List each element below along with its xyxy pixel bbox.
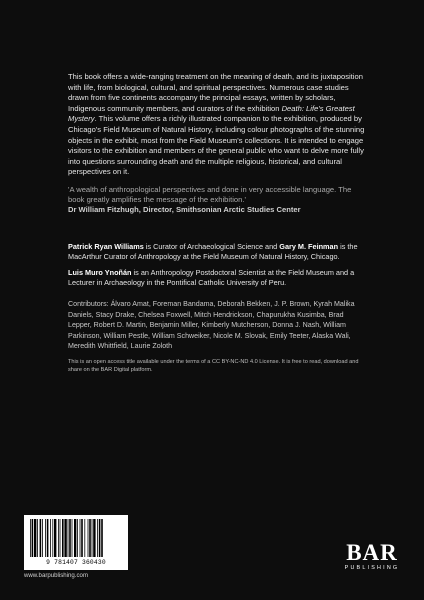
endorsement-quote: 'A wealth of anthropological perspectives and done in very accessible language. The book greatly amplifies the message of the exhibition.' [68, 184, 352, 205]
description-text-continued: . This volume offers a richly illustrated companion to the exhibition, produced by Chicago's Field Museum of Natural History, including colour photographs of the stunning objects in the exhibit, most from the Field Museum's collections. It is intended to engage visitors to the exhibition and members of the general public who want to delve more fully into questions surrounding death and the multiple religious, historical, and cultural perspectives on it. [68, 114, 365, 177]
logo-wordmark: BAR [346, 540, 398, 565]
barcode-bar [81, 519, 83, 557]
back-cover-text [68, 72, 368, 375]
editor-bio-text: is the MacArthur Curator of Anthropology at the Field Museum of Natural History, Chicago. [68, 241, 358, 261]
barcode-bar [50, 519, 51, 557]
barcode-bar [45, 519, 46, 557]
barcode-bar [60, 519, 61, 557]
contributors-list: Contributors: Álvaro Amat, Foreman Bandama, Deborah Bekken, J. P. Brown, Kyrah Malika Daniels, Stacy Drake, Chelsea Foxwell, Mitch Hendrickson, Chapurukha Kusimba, Brad Lepper, Robert D. Martin, Benjamin Miller, Kimberly Mutcherson, Donna J. Nash, William Parkinson, William Pestle, William Schweiker, Nicole M. Slovak, Emily Teeter, Alaska Wali, Meredith Whittfield, Laurie Zoloth [68, 300, 355, 350]
barcode-bar [58, 519, 59, 557]
barcode-bar [89, 519, 91, 557]
isbn-number: 9 781407 360430 [46, 559, 106, 566]
barcode-bar [72, 519, 73, 557]
barcode-bar [47, 519, 49, 557]
barcode-bar [68, 519, 69, 557]
editor-bio-2 [68, 268, 368, 288]
exhibition-title: Death: Life's Greatest Mystery [68, 103, 355, 124]
barcode-bar [99, 519, 101, 557]
barcode-bar [74, 519, 76, 557]
barcode-bar [69, 519, 71, 557]
barcode-bars [28, 519, 124, 559]
endorsement-author: Dr William Fitzhugh, Director, Smithsonian Arctic Studies Center [68, 205, 301, 215]
barcode-bar [62, 519, 64, 557]
barcode-bar [92, 519, 93, 557]
barcode-bar [40, 519, 42, 557]
isbn-barcode [24, 515, 128, 570]
barcode-bar [32, 519, 34, 557]
barcode-bar [80, 519, 81, 557]
book-description [68, 72, 368, 178]
barcode-bar [30, 519, 31, 557]
editor-name: Patrick Ryan Williams [68, 241, 144, 251]
barcode-bar [101, 519, 103, 557]
bar-publishing-logo [340, 542, 404, 571]
editor-bio-text: is an Anthropology Postdoctoral Scientist at the Field Museum and a Lecturer in Archaeology in the Pontifical Catholic University of Peru. [68, 267, 355, 288]
barcode-bar [88, 519, 89, 557]
editor-bio-1 [68, 242, 368, 262]
barcode-bar [84, 519, 85, 557]
editor-name: Luis Muro Ynoñán [68, 267, 132, 277]
description-text: This book offers a wide-ranging treatment on the meaning of death, and its juxtaposition with life, from biological, cultural, and spiritual perspectives. Numerous case studies drawn from five continents accompany the principal essays, written by scholars, Indigenous community members, and curators of the exhibition [68, 72, 363, 113]
publisher-website[interactable]: www.barpublishing.com [24, 572, 89, 579]
barcode-bar [42, 519, 43, 557]
barcode-bar [52, 519, 53, 557]
barcode-bar [54, 519, 56, 557]
barcode-bar [37, 519, 38, 557]
editor-name: Gary M. Feinman [279, 241, 339, 251]
editor-bio-text: is Curator of Archaeological Science and [143, 241, 280, 251]
barcode-bar [77, 519, 78, 557]
barcode-bar [64, 519, 66, 557]
barcode-bar [93, 519, 95, 557]
logo-subtitle: PUBLISHING [344, 565, 400, 571]
barcode-bar [97, 519, 98, 557]
barcode-bar [34, 519, 36, 557]
license-notice: This is an open access title available under the terms of a CC BY-NC-ND 4.0 License. It is free to read, download and share on the BAR Digital platform. [68, 359, 359, 373]
